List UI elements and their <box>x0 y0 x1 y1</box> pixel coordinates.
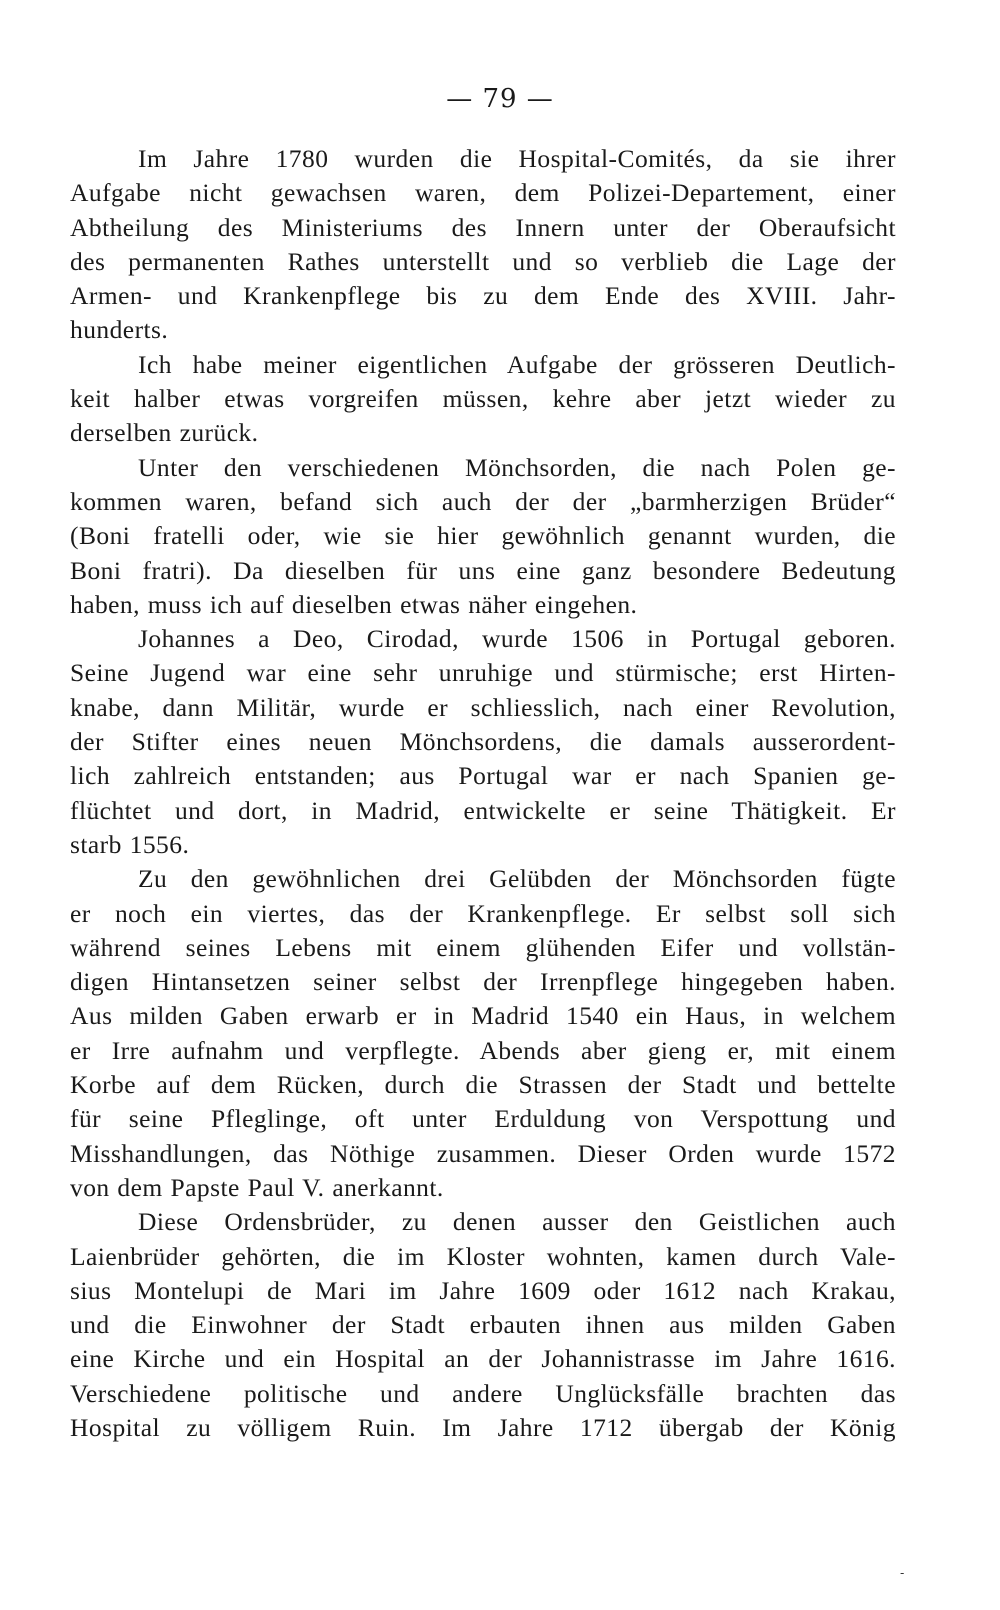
text-line: er noch ein viertes, das der Krankenpflege. Er selbst soll sich <box>70 898 896 928</box>
paragraph <box>70 862 896 1205</box>
corner-mark: - <box>900 1566 905 1580</box>
page-number: — 79 — <box>446 84 554 114</box>
text-line: Johannes a Deo, Cirodad, wurde 1506 in Portugal geboren. <box>138 624 896 654</box>
text-line: Boni fratri). Da dieselben für uns eine ganz besondere Bedeutung <box>70 555 896 585</box>
text-line: Korbe auf dem Rücken, durch die Strassen der Stadt und bettelte <box>70 1070 896 1100</box>
text-line: hunderts. <box>70 315 169 345</box>
text-line: (Boni fratelli oder, wie sie hier gewöhnlich genannt wurden, die <box>70 521 896 551</box>
text-line: haben, muss ich auf dieselben etwas näher eingehen. <box>70 589 638 619</box>
paragraph <box>70 348 896 451</box>
text-line: für seine Pfleglinge, oft unter Erduldung von Verspottung und <box>70 1104 896 1134</box>
text-line: Zu den gewöhnlichen drei Gelübden der Mönchsorden fügte <box>138 864 896 894</box>
text-line: eine Kirche und ein Hospital an der Johannistrasse im Jahre 1616. <box>70 1344 896 1374</box>
text-line: Laienbrüder gehörten, die im Kloster wohnten, kamen durch Vale- <box>70 1241 896 1271</box>
text-line: Abtheilung des Ministeriums des Innern unter der Oberaufsicht <box>70 212 896 242</box>
text-line: digen Hintansetzen seiner selbst der Irrenpflege hingegeben haben. <box>70 967 896 997</box>
text-line: Diese Ordensbrüder, zu denen ausser den Geistlichen auch <box>138 1207 896 1237</box>
text-line: kommen waren, befand sich auch der der „barmherzigen Brüder“ <box>70 486 896 516</box>
paragraph <box>70 451 896 622</box>
text-line: Armen- und Krankenpflege bis zu dem Ende des XVIII. Jahr- <box>70 281 896 311</box>
text-line: knabe, dann Militär, wurde er schliesslich, nach einer Revolution, <box>70 692 896 722</box>
text-line: der Stifter eines neuen Mönchsordens, die damals ausserordent- <box>70 727 896 757</box>
text-line: des permanenten Rathes unterstellt und so verblieb die Lage der <box>70 246 896 276</box>
text-line: Hospital zu völligem Ruin. Im Jahre 1712 übergab der König <box>70 1412 896 1442</box>
paragraph <box>70 622 896 862</box>
text-line: und die Einwohner der Stadt erbauten ihnen aus milden Gaben <box>70 1310 896 1340</box>
text-line: Seine Jugend war eine sehr unruhige und stürmische; erst Hirten- <box>70 658 896 688</box>
text-line: von dem Papste Paul V. anerkannt. <box>70 1172 444 1202</box>
text-line: während seines Lebens mit einem glühenden Eifer und vollstän- <box>70 932 896 962</box>
text-line: Aufgabe nicht gewachsen waren, dem Polizei-Departement, einer <box>70 178 896 208</box>
text-line: Unter den verschiedenen Mönchsorden, die nach Polen ge- <box>138 452 896 482</box>
text-line: sius Montelupi de Mari im Jahre 1609 oder 1612 nach Krakau, <box>70 1275 896 1305</box>
text-line: keit halber etwas vorgreifen müssen, kehre aber jetzt wieder zu <box>70 384 896 414</box>
text-line: Ich habe meiner eigentlichen Aufgabe der grösseren Deutlich- <box>138 349 896 379</box>
text-line: Verschiedene politische und andere Unglücksfälle brachten das <box>70 1378 896 1408</box>
text-line: derselben zurück. <box>70 418 259 448</box>
text-line: Misshandlungen, das Nöthige zusammen. Dieser Orden wurde 1572 <box>70 1138 896 1168</box>
text-line: Im Jahre 1780 wurden die Hospital-Comités, da sie ihrer <box>138 144 896 173</box>
text-line: er Irre aufnahm und verpflegte. Abends aber gieng er, mit einem <box>70 1035 896 1065</box>
text-line: starb 1556. <box>70 829 190 859</box>
text-line: Aus milden Gaben erwarb er in Madrid 1540 ein Haus, in welchem <box>70 1001 896 1031</box>
paragraph <box>70 1205 896 1445</box>
paragraph <box>70 142 896 348</box>
text-line: flüchtet und dort, in Madrid, entwickelte er seine Thätigkeit. Er <box>70 795 896 825</box>
text-line: lich zahlreich entstanden; aus Portugal war er nach Spanien ge- <box>70 761 896 791</box>
body-text <box>70 142 896 1445</box>
